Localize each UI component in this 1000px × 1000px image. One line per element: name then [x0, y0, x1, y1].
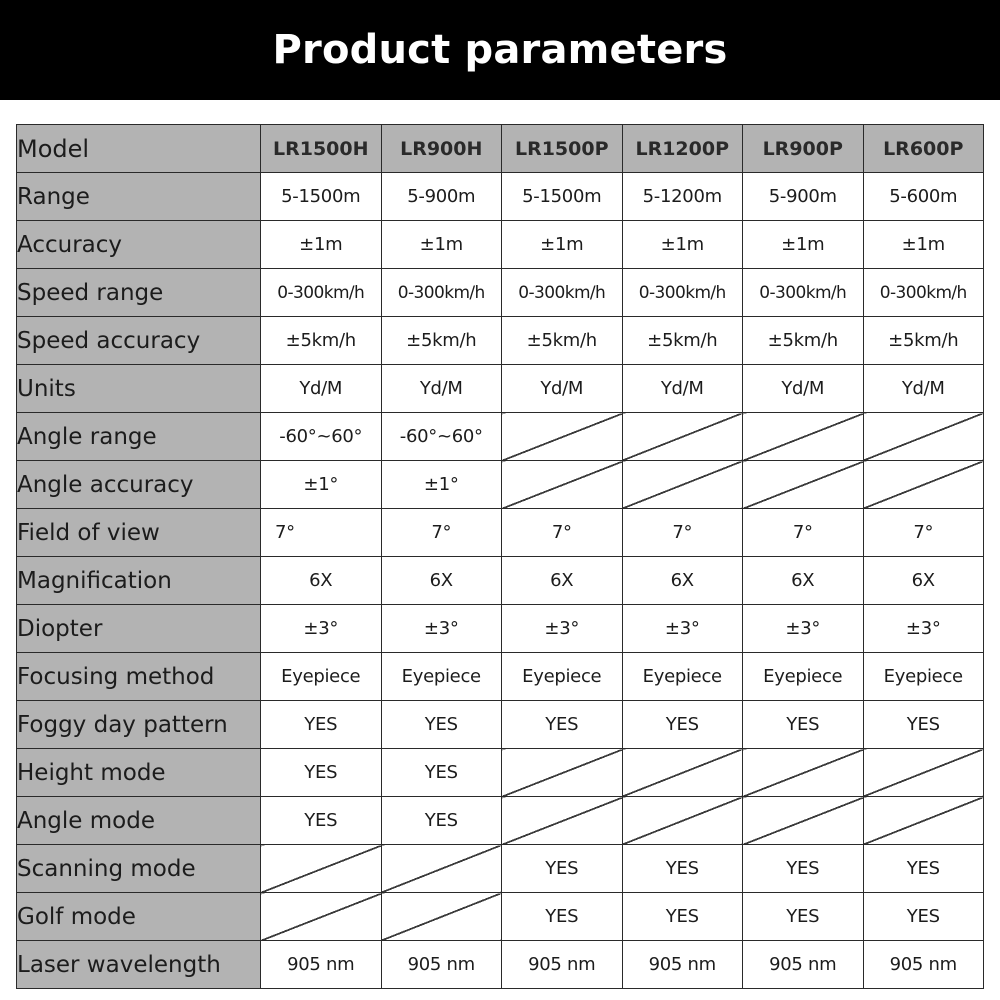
parameter-value: 5-900m [743, 173, 864, 221]
table-row [17, 509, 984, 557]
parameter-value: YES [743, 893, 864, 941]
table-row [17, 317, 984, 365]
parameter-value: Eyepiece [381, 653, 502, 701]
parameter-value: 6X [381, 557, 502, 605]
not-applicable-cell [863, 749, 984, 797]
not-applicable-cell [381, 893, 502, 941]
not-applicable-cell [622, 797, 743, 845]
parameter-value: ±3° [502, 605, 623, 653]
table-row [17, 701, 984, 749]
parameter-value: YES [622, 845, 743, 893]
parameter-value: 905 nm [502, 941, 623, 989]
model-name: LR600P [863, 125, 984, 173]
parameter-value: ±1m [502, 221, 623, 269]
parameter-value: YES [622, 701, 743, 749]
parameter-value: 5-600m [863, 173, 984, 221]
parameter-label: Focusing method [17, 653, 261, 701]
not-applicable-cell [502, 413, 623, 461]
parameter-value: YES [863, 893, 984, 941]
model-name: LR1200P [622, 125, 743, 173]
parameter-value: YES [622, 893, 743, 941]
not-applicable-cell [622, 461, 743, 509]
parameter-value: Yd/M [863, 365, 984, 413]
parameter-value: ±5km/h [261, 317, 382, 365]
not-applicable-cell [863, 797, 984, 845]
parameter-value: 905 nm [381, 941, 502, 989]
parameter-value: ±1m [743, 221, 864, 269]
parameter-value: ±5km/h [622, 317, 743, 365]
parameter-label: Angle accuracy [17, 461, 261, 509]
table-row [17, 269, 984, 317]
parameter-value: YES [502, 845, 623, 893]
parameter-value: ±3° [622, 605, 743, 653]
not-applicable-cell [622, 413, 743, 461]
parameter-value: -60°~60° [261, 413, 382, 461]
parameter-value: 0-300km/h [743, 269, 864, 317]
not-applicable-cell [863, 413, 984, 461]
parameter-value: YES [863, 701, 984, 749]
parameter-value: YES [381, 701, 502, 749]
parameter-value: 0-300km/h [261, 269, 382, 317]
parameter-value: Yd/M [622, 365, 743, 413]
parameter-value: YES [863, 845, 984, 893]
not-applicable-cell [743, 797, 864, 845]
parameter-value: 0-300km/h [381, 269, 502, 317]
parameter-value: YES [261, 701, 382, 749]
parameter-value: Yd/M [743, 365, 864, 413]
parameter-value: 7° [381, 509, 502, 557]
parameter-value: 6X [743, 557, 864, 605]
parameter-value: ±5km/h [381, 317, 502, 365]
not-applicable-cell [622, 749, 743, 797]
parameter-value: 905 nm [261, 941, 382, 989]
parameter-label: Angle mode [17, 797, 261, 845]
table-row [17, 605, 984, 653]
parameter-value: Eyepiece [743, 653, 864, 701]
parameter-value: ±5km/h [743, 317, 864, 365]
parameter-value: ±3° [743, 605, 864, 653]
not-applicable-cell [502, 461, 623, 509]
parameter-value: 5-1200m [622, 173, 743, 221]
parameter-value: Eyepiece [261, 653, 382, 701]
parameter-value: Eyepiece [622, 653, 743, 701]
model-name: LR900P [743, 125, 864, 173]
parameter-value: YES [743, 845, 864, 893]
parameter-value: Yd/M [502, 365, 623, 413]
product-parameters-table [16, 124, 984, 989]
table-row [17, 941, 984, 989]
parameter-value: 6X [622, 557, 743, 605]
parameter-value: YES [743, 701, 864, 749]
parameter-label: Range [17, 173, 261, 221]
parameter-label: Field of view [17, 509, 261, 557]
parameter-value: 0-300km/h [622, 269, 743, 317]
title-banner [0, 0, 1000, 100]
parameter-label: Laser wavelength [17, 941, 261, 989]
model-name: LR1500P [502, 125, 623, 173]
parameter-value: ±1m [622, 221, 743, 269]
table-row [17, 557, 984, 605]
model-name: LR1500H [261, 125, 382, 173]
parameter-label: Angle range [17, 413, 261, 461]
header-row [17, 125, 984, 173]
parameter-value: -60°~60° [381, 413, 502, 461]
parameter-value: 7° [863, 509, 984, 557]
not-applicable-cell [502, 797, 623, 845]
parameter-value: 0-300km/h [863, 269, 984, 317]
model-header-label: Model [17, 125, 261, 173]
parameter-value: ±1m [381, 221, 502, 269]
parameter-value: 905 nm [863, 941, 984, 989]
table-row [17, 653, 984, 701]
not-applicable-cell [261, 845, 382, 893]
parameter-value: 6X [261, 557, 382, 605]
parameter-value: Yd/M [381, 365, 502, 413]
parameter-value: Eyepiece [863, 653, 984, 701]
parameter-label: Scanning mode [17, 845, 261, 893]
parameter-label: Golf mode [17, 893, 261, 941]
page-title: Product parameters [272, 27, 728, 73]
parameter-value: 905 nm [743, 941, 864, 989]
parameter-value: ±1m [261, 221, 382, 269]
table-row [17, 749, 984, 797]
parameter-label: Accuracy [17, 221, 261, 269]
table-row [17, 365, 984, 413]
not-applicable-cell [381, 845, 502, 893]
parameter-label: Units [17, 365, 261, 413]
parameter-label: Foggy day pattern [17, 701, 261, 749]
parameter-value: ±1° [261, 461, 382, 509]
parameter-value: Eyepiece [502, 653, 623, 701]
not-applicable-cell [743, 413, 864, 461]
parameter-value: 7° [622, 509, 743, 557]
parameter-value: ±3° [863, 605, 984, 653]
parameter-value: 6X [502, 557, 623, 605]
parameter-value: 6X [863, 557, 984, 605]
parameter-value: ±3° [261, 605, 382, 653]
not-applicable-cell [261, 893, 382, 941]
parameter-label: Speed range [17, 269, 261, 317]
parameter-value: YES [381, 797, 502, 845]
parameter-value: Yd/M [261, 365, 382, 413]
parameter-value: 5-1500m [502, 173, 623, 221]
parameter-value: 7° [743, 509, 864, 557]
parameter-value: 5-1500m [261, 173, 382, 221]
table-row [17, 893, 984, 941]
not-applicable-cell [743, 461, 864, 509]
parameter-value: YES [261, 797, 382, 845]
table-row [17, 173, 984, 221]
parameter-value: 7° [261, 509, 382, 557]
not-applicable-cell [502, 749, 623, 797]
parameter-value: ±3° [381, 605, 502, 653]
parameter-value: 7° [502, 509, 623, 557]
parameter-value: ±1° [381, 461, 502, 509]
parameter-label: Diopter [17, 605, 261, 653]
table-row [17, 413, 984, 461]
table-row [17, 797, 984, 845]
parameter-value: 0-300km/h [502, 269, 623, 317]
not-applicable-cell [743, 749, 864, 797]
not-applicable-cell [863, 461, 984, 509]
table-row [17, 845, 984, 893]
parameter-value: ±5km/h [863, 317, 984, 365]
parameter-value: ±1m [863, 221, 984, 269]
parameter-value: ±5km/h [502, 317, 623, 365]
parameter-value: YES [502, 701, 623, 749]
parameter-value: 905 nm [622, 941, 743, 989]
parameter-value: YES [261, 749, 382, 797]
parameter-value: YES [502, 893, 623, 941]
table-row [17, 221, 984, 269]
parameter-value: 5-900m [381, 173, 502, 221]
parameter-label: Speed accuracy [17, 317, 261, 365]
parameter-value: YES [381, 749, 502, 797]
parameter-label: Height mode [17, 749, 261, 797]
table-row [17, 461, 984, 509]
model-name: LR900H [381, 125, 502, 173]
parameter-label: Magnification [17, 557, 261, 605]
